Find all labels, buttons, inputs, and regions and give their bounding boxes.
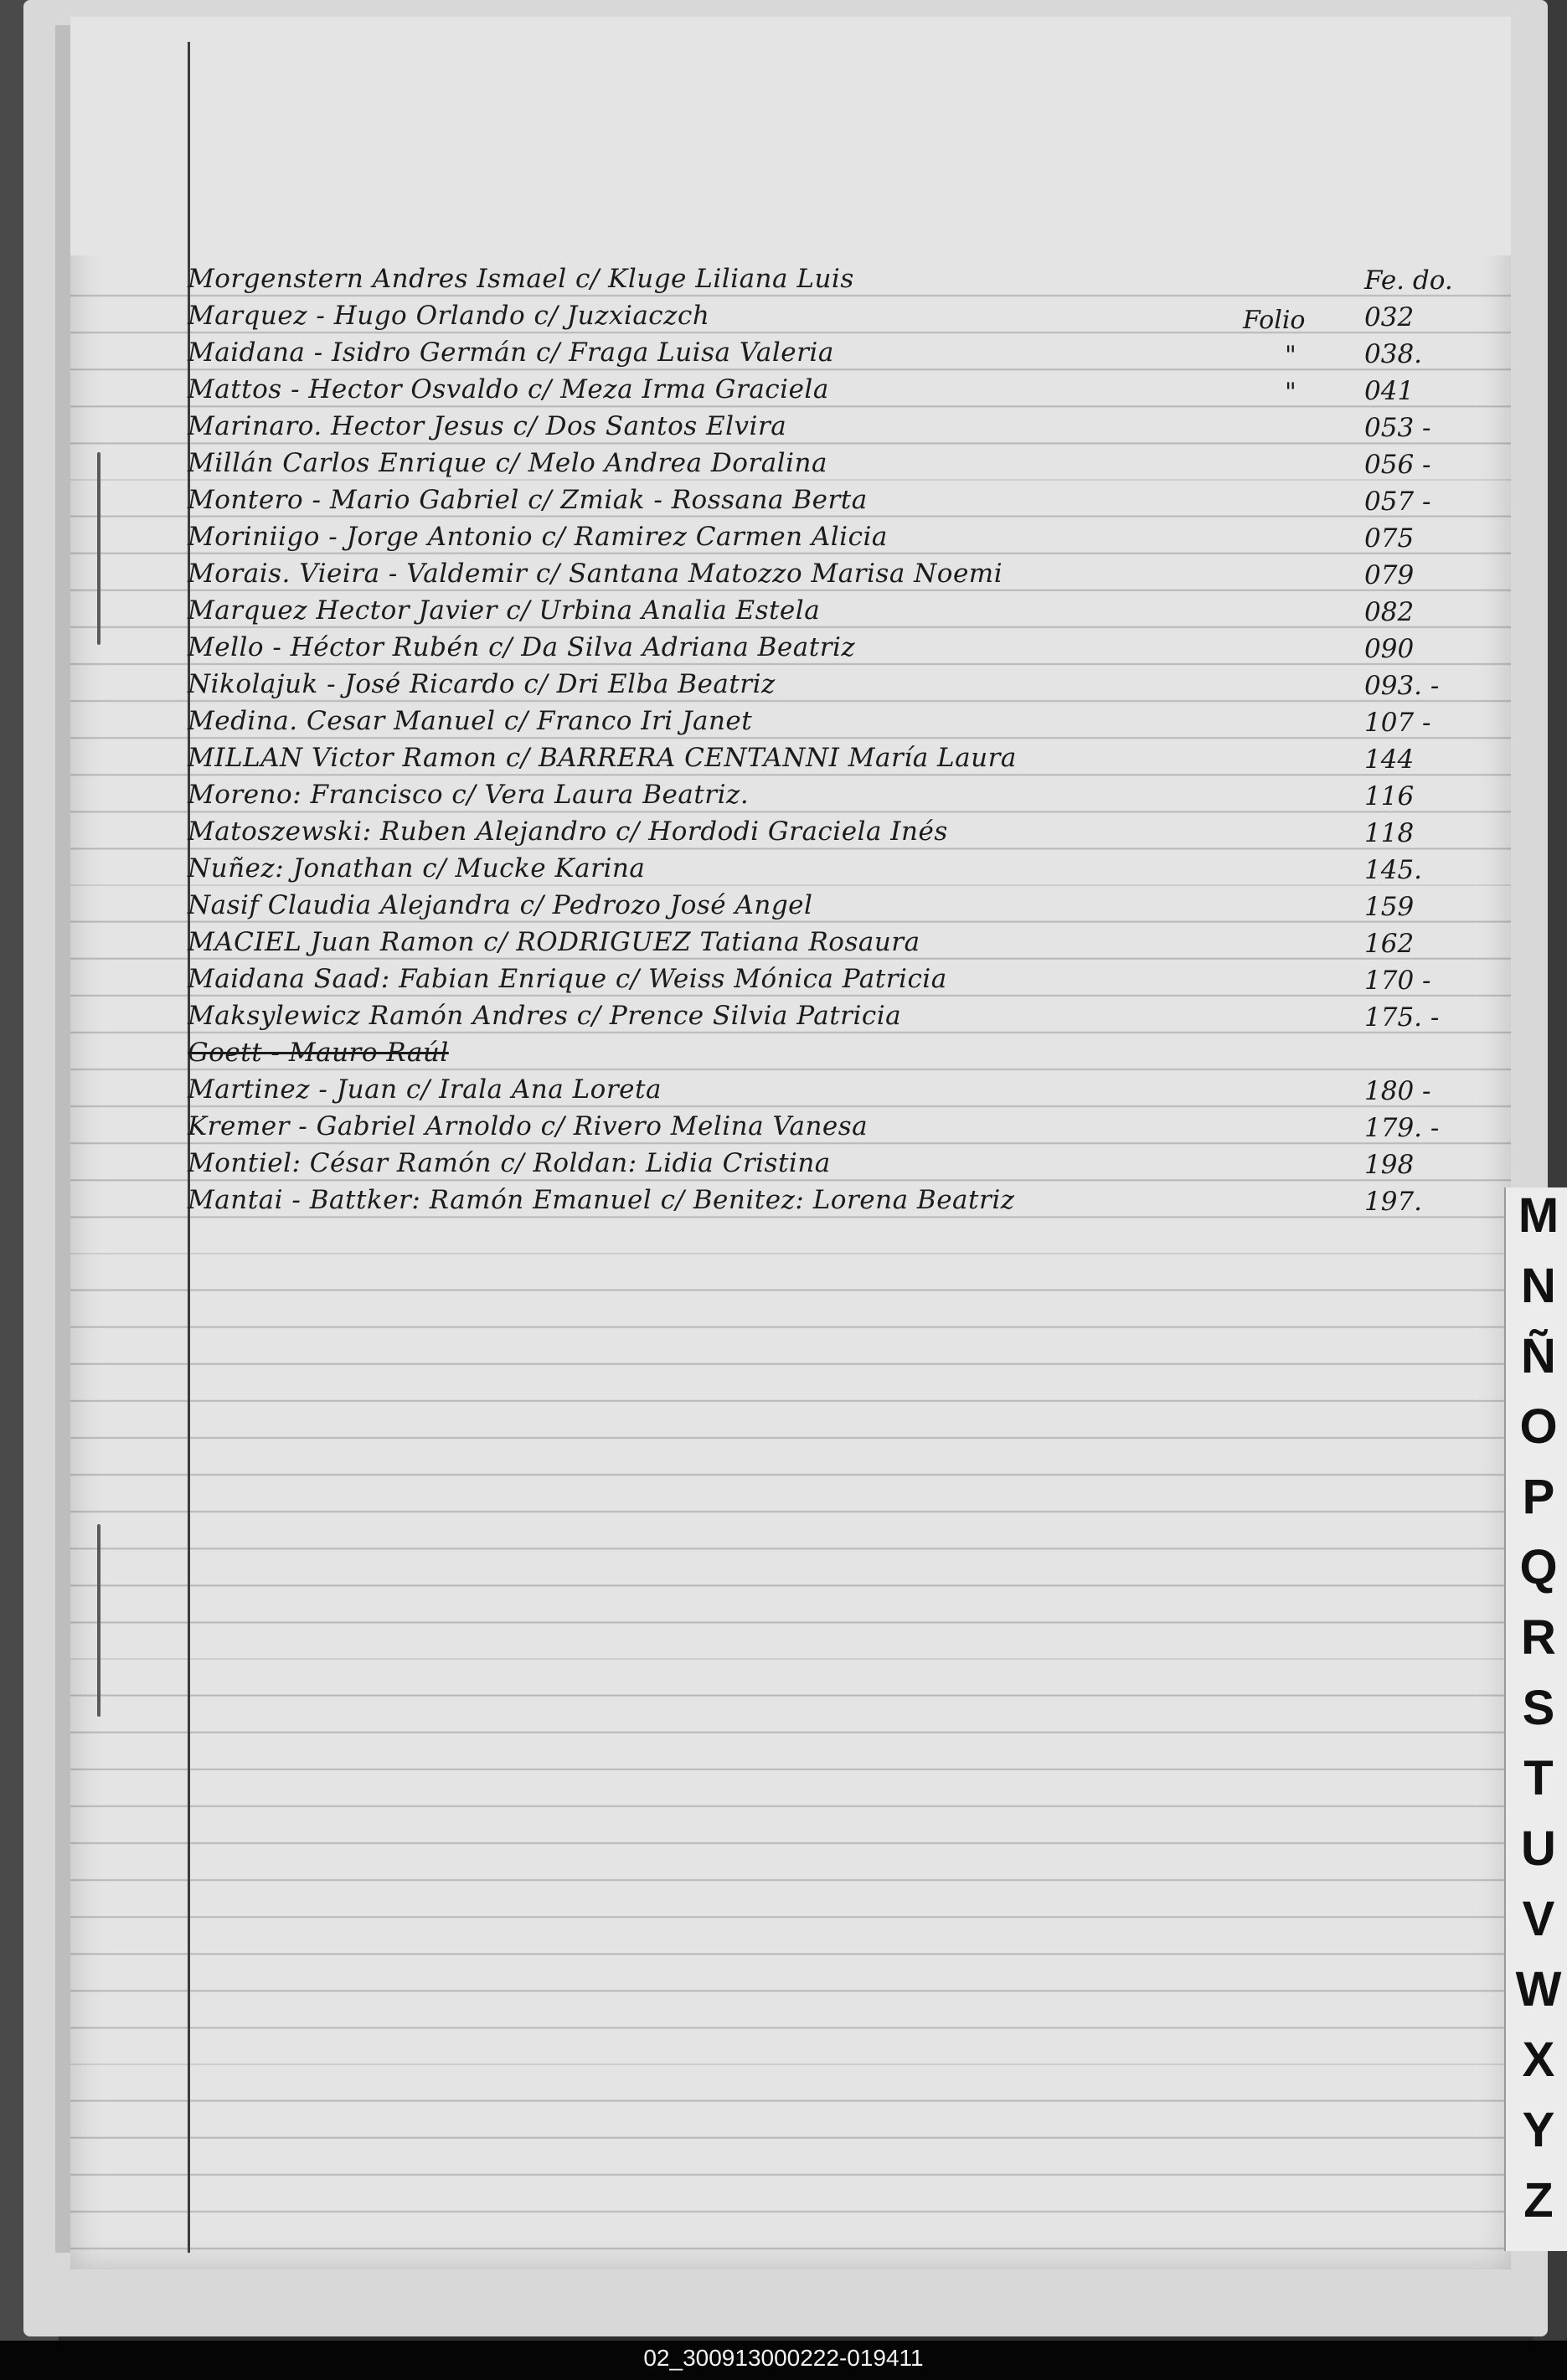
index-tab-v[interactable]: V <box>1522 1892 1555 1946</box>
ledger-entry <box>70 853 1511 890</box>
entry-folio: 179. - <box>1364 1113 1440 1143</box>
entry-folio: 180 - <box>1364 1076 1431 1106</box>
entry-folio: 082 <box>1364 597 1415 627</box>
entry-folio: 090 <box>1364 634 1415 664</box>
entry-folio: 198 <box>1364 1150 1415 1180</box>
entry-folio: 170 - <box>1364 966 1431 996</box>
entry-folio: 162 <box>1364 929 1415 959</box>
image-caption: 02_300913000222-019411 <box>643 2345 924 2371</box>
entry-folio: 175. - <box>1364 1002 1440 1033</box>
ledger-entry <box>70 559 1511 595</box>
index-tab-n[interactable]: N <box>1521 1259 1556 1313</box>
index-tab-ñ[interactable]: Ñ <box>1521 1329 1556 1383</box>
index-tab-o[interactable]: O <box>1519 1399 1558 1454</box>
entry-folio: 057 - <box>1364 487 1431 517</box>
entry-folio: 053 - <box>1364 413 1431 443</box>
ledger-entry <box>70 411 1511 448</box>
ledger-entry <box>70 522 1511 559</box>
index-tab-t[interactable]: T <box>1523 1751 1554 1806</box>
ditto-mark: " <box>1285 378 1296 407</box>
entry-name: Maidana - Isidro Germán c/ Fraga Luisa Valeria <box>188 337 834 368</box>
page-stack-edge <box>55 25 72 2253</box>
entry-name: Nuñez: Jonathan c/ Mucke Karina <box>188 853 646 883</box>
ledger-book <box>23 0 1562 2336</box>
entry-folio: Fe. do. <box>1364 265 1453 296</box>
index-tab-u[interactable]: U <box>1521 1821 1556 1876</box>
ledger-entry <box>70 817 1511 853</box>
entry-name: Martinez - Juan c/ Irala Ana Loreta <box>188 1074 662 1105</box>
index-tab-p[interactable]: P <box>1522 1470 1555 1524</box>
index-tab-z[interactable]: Z <box>1523 2173 1554 2228</box>
ledger-page <box>70 17 1562 2269</box>
index-tab-q[interactable]: Q <box>1519 1540 1558 1594</box>
entry-name: MILLAN Victor Ramon c/ BARRERA CENTANNI María Laura <box>188 743 1017 773</box>
ledger-entry <box>70 448 1511 485</box>
entry-name: Marinaro. Hector Jesus c/ Dos Santos Elvira <box>188 411 787 441</box>
alphabet-index-tabs <box>1504 1187 1567 2251</box>
entry-folio: 159 <box>1364 892 1415 922</box>
ledger-entry <box>70 632 1511 669</box>
ledger-entry <box>70 927 1511 964</box>
ledger-entry <box>70 1148 1511 1185</box>
ledger-entry <box>70 264 1511 301</box>
ledger-entry <box>70 1185 1511 1222</box>
entry-folio: 144 <box>1364 744 1415 775</box>
ledger-entry <box>70 301 1511 337</box>
entry-folio: 056 - <box>1364 450 1431 480</box>
binding-mark <box>97 1524 101 1717</box>
entry-folio: 075 <box>1364 523 1415 554</box>
index-tab-m[interactable]: M <box>1518 1188 1559 1243</box>
entry-name: Matoszewski: Ruben Alejandro c/ Hordodi Graciela Inés <box>188 817 948 847</box>
ledger-entry <box>70 374 1511 411</box>
ledger-entry <box>70 964 1511 1001</box>
entry-folio: 116 <box>1364 781 1415 811</box>
index-tab-r[interactable]: R <box>1521 1610 1556 1665</box>
ledger-entry <box>70 595 1511 632</box>
entry-list <box>70 264 1511 1222</box>
entry-name: Goett - Mauro Raúl <box>188 1038 449 1068</box>
entry-name: Nikolajuk - José Ricardo c/ Dri Elba Beatriz <box>188 669 776 699</box>
index-tab-w[interactable]: W <box>1515 1962 1562 2017</box>
entry-folio: 145. <box>1364 855 1423 885</box>
entry-name: Nasif Claudia Alejandra c/ Pedrozo José Angel <box>188 890 813 920</box>
entry-folio: 032 <box>1364 302 1415 332</box>
ditto-mark: " <box>1285 341 1296 370</box>
ledger-entry <box>70 890 1511 927</box>
entry-name: Kremer - Gabriel Arnoldo c/ Rivero Melina Vanesa <box>188 1111 869 1141</box>
entry-name: Mattos - Hector Osvaldo c/ Meza Irma Graciela <box>188 374 829 404</box>
index-tab-y[interactable]: Y <box>1522 2103 1555 2157</box>
entry-name: Mantai - Battker: Ramón Emanuel c/ Benitez: Lorena Beatriz <box>188 1185 1015 1215</box>
entry-name: Millán Carlos Enrique c/ Melo Andrea Doralina <box>188 448 827 478</box>
entry-name: Maksylewicz Ramón Andres c/ Prence Silvia Patricia <box>188 1001 902 1031</box>
entry-folio: 041 <box>1364 376 1415 406</box>
ledger-entry <box>70 485 1511 522</box>
ledger-entry <box>70 337 1511 374</box>
ledger-entry <box>70 743 1511 780</box>
ledger-entry <box>70 1038 1511 1074</box>
entry-name: Marquez Hector Javier c/ Urbina Analia Estela <box>188 595 821 626</box>
folio-label: Folio <box>1243 306 1306 335</box>
entry-name: Medina. Cesar Manuel c/ Franco Iri Janet <box>188 706 753 736</box>
ledger-entry <box>70 706 1511 743</box>
entry-name: Morgenstern Andres Ismael c/ Kluge Liliana Luis <box>188 264 854 294</box>
entry-name: Montiel: César Ramón c/ Roldan: Lidia Cristina <box>188 1148 831 1178</box>
entry-name: Mello - Héctor Rubén c/ Da Silva Adriana Beatriz <box>188 632 856 662</box>
ledger-entry <box>70 1111 1511 1148</box>
entry-folio: 038. <box>1364 339 1423 369</box>
entry-folio: 197. <box>1364 1187 1423 1217</box>
index-tab-x[interactable]: X <box>1522 2032 1555 2087</box>
ledger-entry <box>70 669 1511 706</box>
entry-name: MACIEL Juan Ramon c/ RODRIGUEZ Tatiana Rosaura <box>188 927 920 957</box>
entry-name: Moriniigo - Jorge Antonio c/ Ramirez Carmen Alicia <box>188 522 888 552</box>
entry-folio: 107 - <box>1364 708 1431 738</box>
entry-name: Morais. Vieira - Valdemir c/ Santana Matozzo Marisa Noemi <box>188 559 1003 589</box>
entry-folio: 093. - <box>1364 671 1440 701</box>
ledger-entry <box>70 780 1511 817</box>
entry-name: Montero - Mario Gabriel c/ Zmiak - Rossana Berta <box>188 485 868 515</box>
entry-name: Marquez - Hugo Orlando c/ Juzxiaczch <box>188 301 710 331</box>
entry-name: Moreno: Francisco c/ Vera Laura Beatriz. <box>188 780 750 810</box>
page-header-area <box>70 17 1511 255</box>
ledger-entry <box>70 1001 1511 1038</box>
entry-folio: 079 <box>1364 560 1415 590</box>
entry-name: Maidana Saad: Fabian Enrique c/ Weiss Mónica Patricia <box>188 964 947 994</box>
entry-folio: 118 <box>1364 818 1415 848</box>
ledger-entry <box>70 1074 1511 1111</box>
index-tab-s[interactable]: S <box>1522 1681 1555 1735</box>
